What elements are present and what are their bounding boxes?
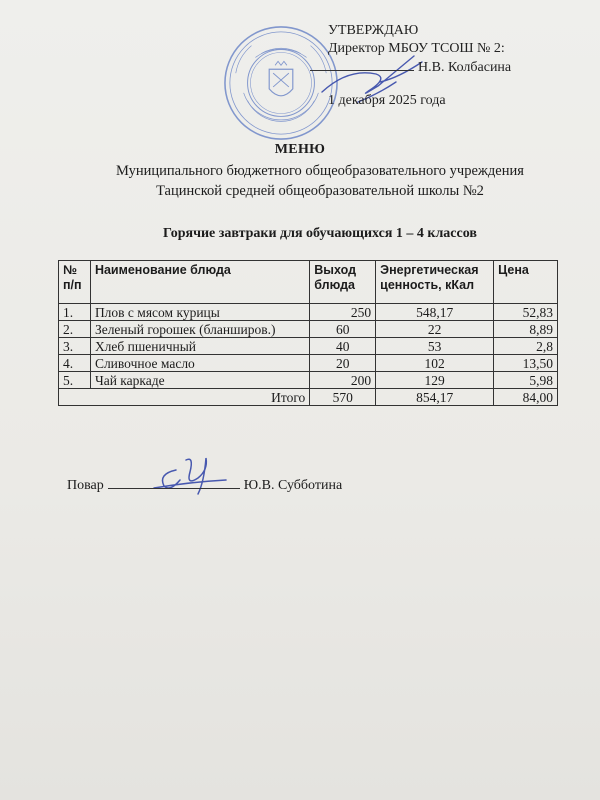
table-total-row	[59, 389, 558, 406]
row-price: 8,89	[494, 321, 558, 338]
table-row	[59, 372, 558, 389]
table-row	[59, 355, 558, 372]
organization-line-1: Муниципального бюджетного общеобразовательного учреждения	[116, 163, 524, 179]
total-label: Итого	[59, 389, 310, 406]
row-name: Зеленый горошек (бланширов.)	[90, 321, 309, 338]
row-name: Хлеб пшеничный	[90, 338, 309, 355]
row-name: Чай каркаде	[90, 372, 309, 389]
row-energy: 53	[376, 338, 494, 355]
row-energy: 22	[376, 321, 494, 338]
row-name: Плов с мясом курицы	[90, 304, 309, 321]
organization-name	[0, 161, 600, 201]
header-num: № п/п	[59, 261, 91, 304]
row-num: 5.	[59, 372, 91, 389]
approval-signature-line	[310, 58, 414, 71]
row-num: 4.	[59, 355, 91, 372]
row-price: 52,83	[494, 304, 558, 321]
page-title: МЕНЮ	[274, 142, 326, 157]
cook-signature-line	[108, 476, 240, 489]
cook-signature-block	[67, 476, 342, 494]
header-name: Наименование блюда	[90, 261, 309, 304]
row-yield: 20	[310, 355, 376, 372]
total-yield: 570	[310, 389, 376, 406]
table-row	[59, 304, 558, 321]
header-yield: Выход блюда	[310, 261, 376, 304]
cook-label: Повар	[67, 478, 104, 493]
row-yield: 250	[310, 304, 376, 321]
row-num: 2.	[59, 321, 91, 338]
total-energy: 854,17	[376, 389, 494, 406]
row-num: 3.	[59, 338, 91, 355]
organization-line-2: Тацинской средней общеобразовательной школы №2	[156, 183, 484, 199]
menu-subtitle: Горячие завтраки для обучающихся 1 – 4 классов	[163, 226, 477, 241]
table-row	[59, 321, 558, 338]
row-price: 13,50	[494, 355, 558, 372]
total-price: 84,00	[494, 389, 558, 406]
row-energy: 129	[376, 372, 494, 389]
header-energy: Энергетическая ценность, кКал	[376, 261, 494, 304]
approval-date: 1 декабря 2025 года	[328, 93, 446, 108]
table-header-row	[59, 261, 558, 304]
row-yield: 200	[310, 372, 376, 389]
row-energy: 102	[376, 355, 494, 372]
header-price: Цена	[494, 261, 558, 304]
approval-heading: УТВЕРЖДАЮ	[328, 23, 419, 38]
approval-signature-row	[310, 58, 511, 77]
approval-block	[328, 22, 511, 110]
table-row	[59, 338, 558, 355]
row-price: 2,8	[494, 338, 558, 355]
approval-signer: Н.В. Колбасина	[418, 60, 512, 75]
approval-position: Директор МБОУ ТСОШ № 2:	[328, 41, 505, 56]
cook-name: Ю.В. Субботина	[243, 478, 343, 493]
row-energy: 548,17	[376, 304, 494, 321]
row-price: 5,98	[494, 372, 558, 389]
menu-table	[58, 260, 558, 406]
row-yield: 40	[310, 338, 376, 355]
row-num: 1.	[59, 304, 91, 321]
row-yield: 60	[310, 321, 376, 338]
row-name: Сливочное масло	[90, 355, 309, 372]
